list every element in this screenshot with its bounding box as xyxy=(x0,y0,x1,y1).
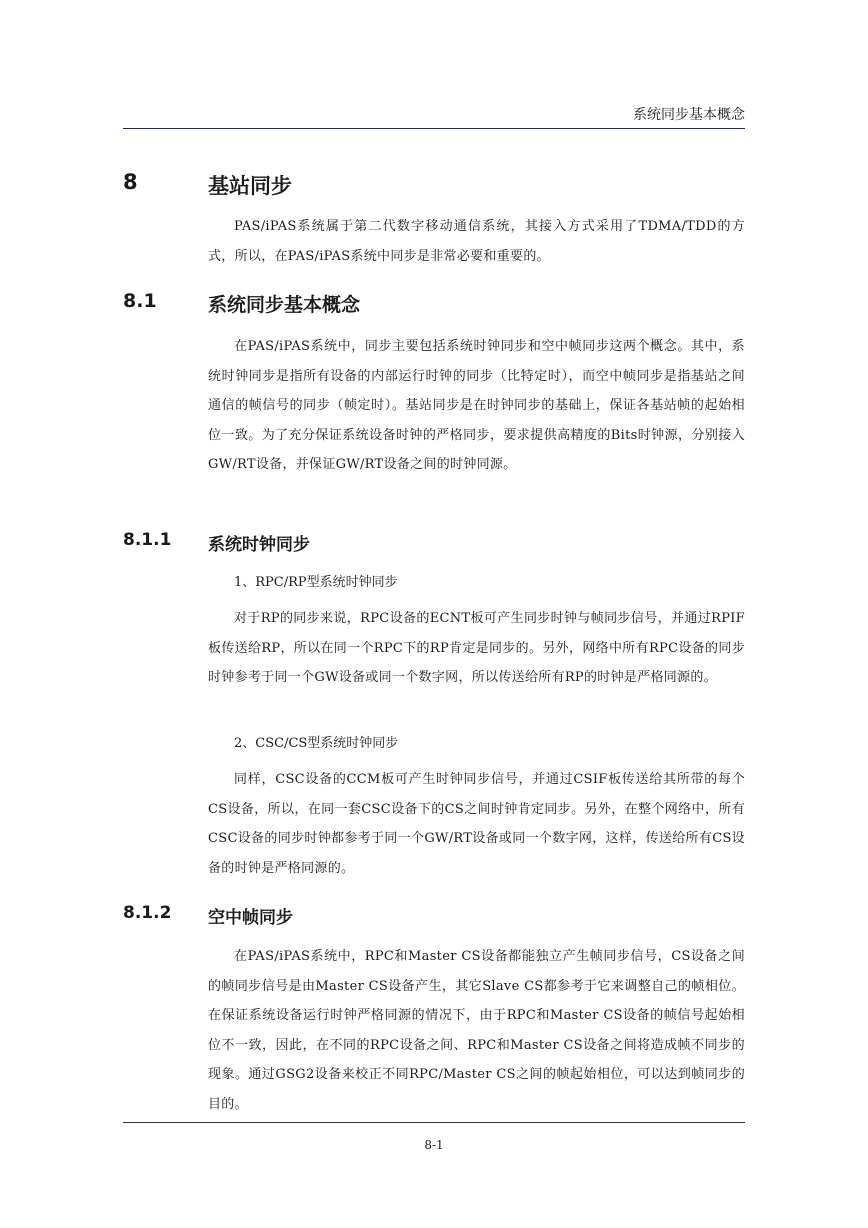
footer-rule xyxy=(123,1122,745,1123)
chapter-number: 8 xyxy=(123,170,138,194)
csc-sync-paragraph: 同样，CSC设备的CCM板可产生时钟同步信号，并通过CSIF板传送给其所带的每个CS设备，所以，在同一套CSC设备下的CS之间时钟肯定同步。另外，在整个网络中，所有CSC设备的同步时钟都参考于同一个GW/RT设备或同一个数字网，这样，传送给所有CS设备的时钟是严格同源的。 xyxy=(208,772,745,876)
list-item-csc: 2、CSC/CS型系统时钟同步 xyxy=(234,736,399,751)
subsection-title: 系统时钟同步 xyxy=(208,535,310,555)
subsection-heading-8-1-1 xyxy=(123,530,745,554)
frame-sync-paragraph: 在PAS/iPAS系统中，RPC和Master CS设备都能独立产生帧同步信号，CS设备之间的帧同步信号是由Master CS设备产生，其它Slave CS都参考于它来调整自己的帧相位。在保证系统设备运行时钟严格同源的情况下，由于RPC和Master CS设备的帧信号起始相位不一致，因此，在不同的RPC设备之间、RPC和Master CS设备之间将造成帧不同步的现象。通过GSG2设备来校正不同RPC/Master CS之间的帧起始相位，可以达到帧同步的目的。 xyxy=(208,949,745,1112)
chapter-title: 基站同步 xyxy=(208,174,292,198)
header-rule xyxy=(123,128,745,129)
section-paragraph: 在PAS/iPAS系统中，同步主要包括系统时钟同步和空中帧同步这两个概念。其中，系统时钟同步是指所有设备的内部运行时钟的同步（比特定时），而空中帧同步是指基站之间通信的帧信号的同步（帧定时）。基站同步是在时钟同步的基础上，保证各基站帧的起始相位一致。为了充分保证系统设备时钟的严格同步，要求提供高精度的Bits时钟源，分别接入GW/RT设备，并保证GW/RT设备之间的时钟同源。 xyxy=(208,339,745,473)
subsection-heading-8-1-2 xyxy=(123,903,745,927)
subsection-number: 8.1.1 xyxy=(123,530,172,550)
rpc-sync-paragraph: 对于RP的同步来说，RPC设备的ECNT板可产生同步时钟与帧同步信号，并通过RPIF板传送给RP，所以在同一个RPC下的RP肯定是同步的。另外，网络中所有RPC设备的同步时钟参考于同一个GW设备或同一个数字网，所以传送给所有RP的时钟是严格同源的。 xyxy=(208,611,745,686)
running-header-title: 系统同步基本概念 xyxy=(633,107,745,123)
section-title: 系统同步基本概念 xyxy=(208,294,361,316)
list-item-rpc: 1、RPC/RP型系统时钟同步 xyxy=(234,575,398,590)
chapter-heading xyxy=(123,170,745,198)
section-number: 8.1 xyxy=(123,290,157,312)
page-number: 8-1 xyxy=(424,1138,444,1152)
chapter-intro-paragraph: PAS/iPAS系统属于第二代数字移动通信系统，其接入方式采用了TDMA/TDD的方式，所以，在PAS/iPAS系统中同步是非常必要和重要的。 xyxy=(208,219,745,264)
section-heading-8-1 xyxy=(123,290,745,316)
subsection-title: 空中帧同步 xyxy=(208,908,293,928)
subsection-number: 8.1.2 xyxy=(123,903,172,923)
